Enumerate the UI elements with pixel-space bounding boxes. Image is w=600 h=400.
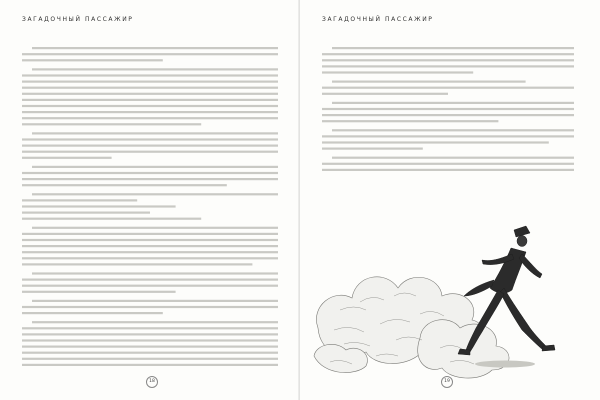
text-line: [322, 108, 574, 110]
text-line: [32, 272, 278, 274]
text-line: [22, 312, 163, 314]
text-line: [22, 218, 201, 220]
running-head-right: ЗАГАДОЧНЫЙ ПАССАЖИР: [322, 16, 434, 23]
text-line: [322, 169, 574, 171]
text-line: [322, 148, 423, 150]
text-line: [322, 135, 574, 137]
text-line: [22, 184, 227, 186]
text-line: [22, 59, 163, 61]
text-line: [32, 300, 278, 302]
text-line: [22, 74, 278, 76]
text-line: [22, 99, 278, 101]
text-line: [322, 93, 448, 95]
running-man-illustration: [300, 178, 600, 383]
page-number-right: 19: [441, 376, 453, 388]
text-line: [322, 87, 574, 89]
text-line: [22, 346, 278, 348]
text-line: [32, 68, 278, 70]
text-line: [22, 212, 150, 214]
text-line: [32, 132, 278, 134]
text-line: [32, 193, 278, 195]
right-page: [300, 0, 600, 400]
ground-shadow: [475, 361, 535, 368]
text-line: [22, 205, 176, 207]
text-line: [22, 358, 278, 360]
text-line: [22, 178, 278, 180]
text-line: [22, 352, 278, 354]
text-line: [22, 233, 278, 235]
text-line: [22, 111, 278, 113]
text-line: [332, 157, 574, 159]
text-line: [22, 279, 278, 281]
text-line: [22, 245, 278, 247]
text-line: [22, 333, 278, 335]
text-line: [22, 257, 278, 259]
text-line: [322, 65, 574, 67]
right-page-text-lines: [322, 44, 574, 174]
text-line: [22, 263, 252, 265]
text-line: [22, 81, 278, 83]
text-line: [322, 59, 574, 61]
running-man-figure: [458, 226, 555, 355]
text-line: [22, 123, 201, 125]
text-line: [332, 102, 574, 104]
text-line: [32, 47, 278, 49]
text-line: [32, 227, 278, 229]
text-line: [322, 71, 473, 73]
text-line: [32, 166, 278, 168]
right-page-text-block: [322, 44, 574, 174]
text-line: [22, 53, 278, 55]
text-line: [322, 163, 574, 165]
text-line: [322, 114, 574, 116]
text-line: [22, 172, 278, 174]
text-line: [322, 120, 498, 122]
left-page-text-lines: [22, 44, 278, 370]
running-head-left: ЗАГАДОЧНЫЙ ПАССАЖИР: [22, 16, 134, 23]
left-page-text-block: [22, 44, 278, 370]
text-line: [22, 239, 278, 241]
text-line: [22, 87, 278, 89]
page-number-left: 18: [146, 376, 158, 388]
text-line: [22, 339, 278, 341]
text-line: [22, 117, 278, 119]
text-line: [332, 47, 574, 49]
text-line: [22, 285, 278, 287]
text-line: [322, 141, 549, 143]
text-line: [22, 251, 278, 253]
text-line: [22, 199, 137, 201]
text-line: [22, 291, 176, 293]
text-line: [22, 327, 278, 329]
text-line: [332, 81, 526, 83]
text-line: [332, 129, 574, 131]
text-line: [22, 138, 278, 140]
text-line: [22, 151, 278, 153]
text-line: [22, 364, 278, 366]
text-line: [22, 105, 278, 107]
text-line: [22, 93, 278, 95]
text-line: [322, 53, 574, 55]
text-line: [32, 321, 278, 323]
text-line: [22, 306, 278, 308]
text-line: [22, 145, 278, 147]
text-line: [22, 157, 112, 159]
